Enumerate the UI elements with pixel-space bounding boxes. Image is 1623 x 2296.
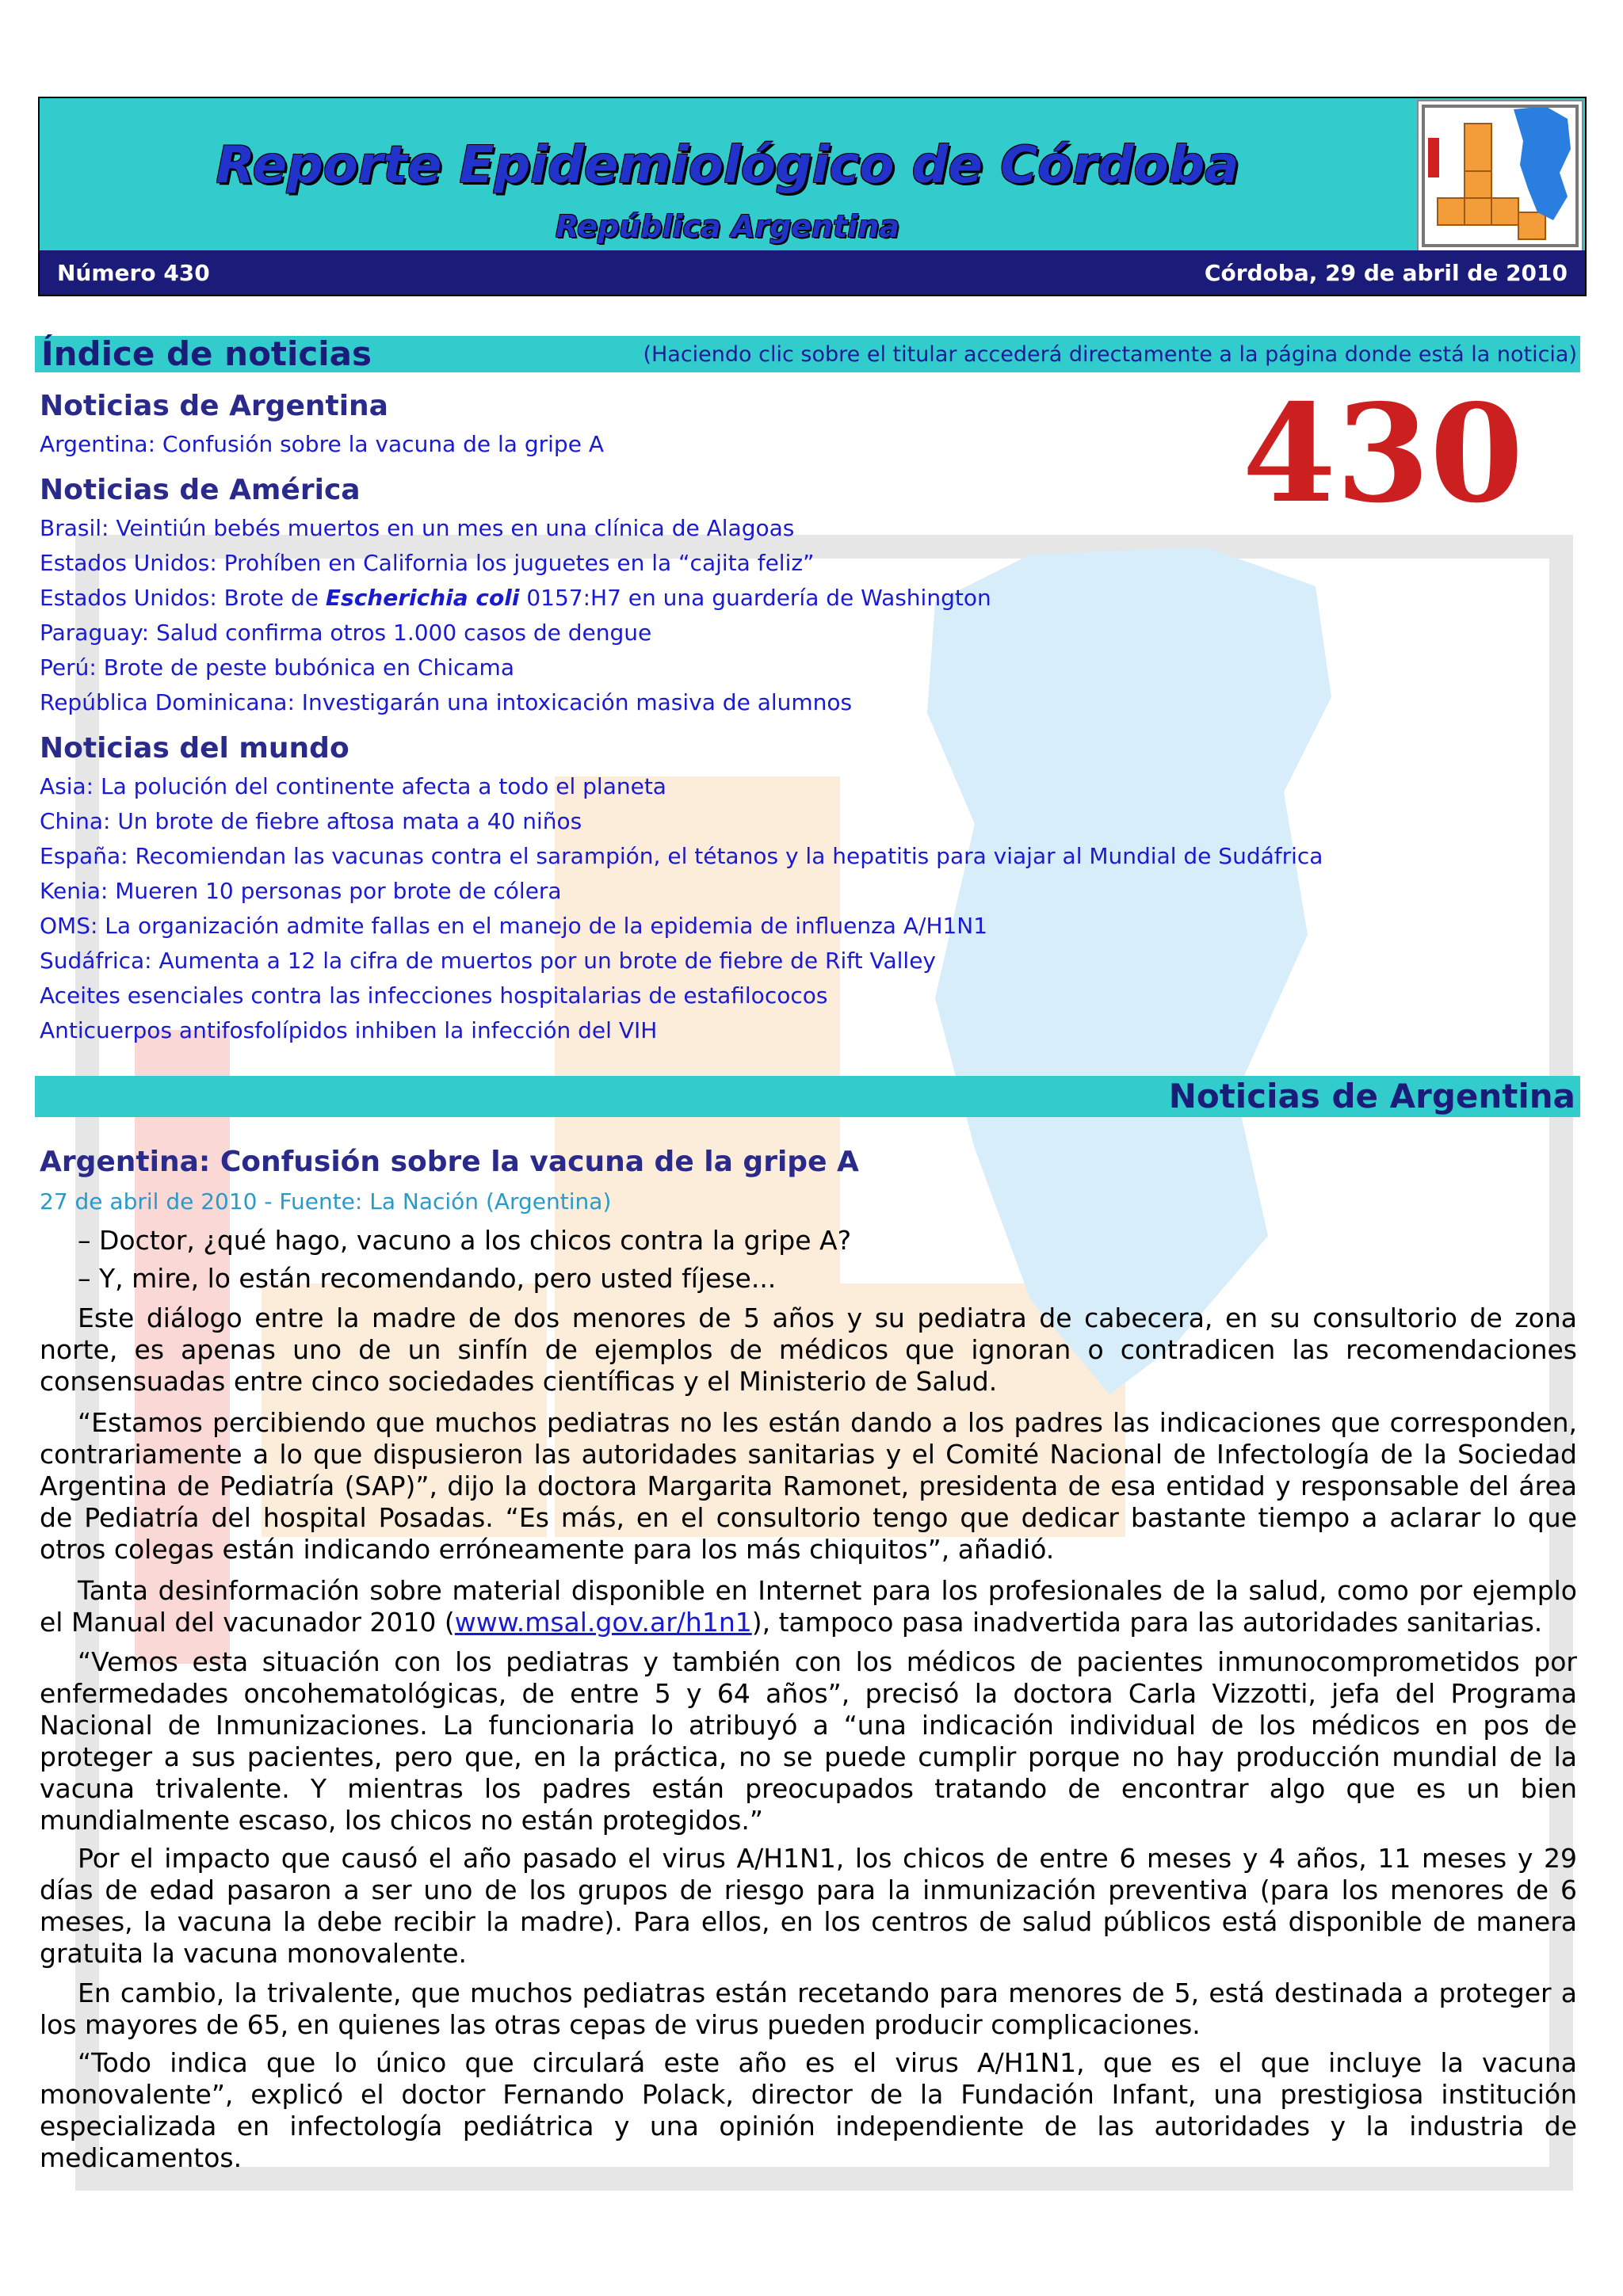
- index-heading-mundo: Noticias del mundo: [40, 732, 349, 765]
- masthead: [38, 97, 1587, 296]
- issue-date: Córdoba, 29 de abril de 2010: [1204, 260, 1568, 286]
- report-subtitle: República Argentina: [555, 209, 900, 244]
- report-title: Reporte Epidemiológico de Córdoba: [216, 136, 1239, 195]
- index-note: (Haciendo clic sobre el titular accederá directamente a la página donde está la noticia): [643, 342, 1577, 367]
- index-link[interactable]: Perú: Brote de peste bubónica en Chicama: [40, 654, 514, 681]
- article-paragraph: Este diálogo entre la madre de dos menores de 5 años y su pediatra de cabecera, en su consultorio de zona norte, es apenas uno de un sinfín de ejemplos de médicos que ignoran o contradicen las recomendaciones consensuadas entre cinco sociedades científicas y el Ministerio de Salud.: [40, 1302, 1577, 1397]
- index-link[interactable]: Estados Unidos: Prohíben en California los juguetes en la “cajita feliz”: [40, 550, 815, 576]
- msal-link[interactable]: www.msal.gov.ar/h1n1: [454, 1607, 752, 1638]
- index-header: [35, 336, 1580, 372]
- dialog-line: – Y, mire, lo están recomendando, pero usted fíjese...: [78, 1263, 777, 1294]
- index-link-ecoli[interactable]: [40, 585, 991, 611]
- link-paragraph-before: Tanta desinformación sobre material disponible en Internet para los profesionales de la salud, como por ejemplo el Manual del vacunador 2010 (: [40, 1575, 1577, 1638]
- index-heading-america: Noticias de América: [40, 474, 361, 506]
- report-logo: [1417, 100, 1583, 252]
- index-link[interactable]: Kenia: Mueren 10 personas por brote de cólera: [40, 878, 562, 904]
- article-title: Argentina: Confusión sobre la vacuna de la gripe A: [40, 1146, 859, 1178]
- issue-bar: [40, 250, 1585, 295]
- index-link-italic: Escherichia coli: [325, 585, 520, 611]
- index-link[interactable]: Sudáfrica: Aumenta a 12 la cifra de muertos por un brote de fiebre de Rift Valley: [40, 948, 937, 974]
- article-paragraph: Por el impacto que causó el año pasado el virus A/H1N1, los chicos de entre 6 meses y 4 años, 11 meses y 29 días de edad pasaron a ser uno de los grupos de riesgo para la inmunización preventiva (para los menores de 6 meses, la vacuna la debe recibir la madre). Para ellos, en los centros de salud públicos está disponible de manera gratuita la vacuna monovalente.: [40, 1843, 1577, 1969]
- index-link[interactable]: Brasil: Veintiún bebés muertos en un mes en una clínica de Alagoas: [40, 515, 795, 541]
- issue-badge: [1189, 390, 1577, 517]
- article-meta: 27 de abril de 2010 - Fuente: La Nación (Argentina): [40, 1188, 612, 1215]
- index-link[interactable]: Argentina: Confusión sobre la vacuna de la gripe A: [40, 431, 604, 457]
- index-title: Índice de noticias: [41, 334, 372, 373]
- dialog-line: – Doctor, ¿qué hago, vacuno a los chicos contra la gripe A?: [78, 1225, 852, 1256]
- link-paragraph-after: ), tampoco pasa inadvertida para las autoridades sanitarias.: [751, 1607, 1543, 1638]
- index-link[interactable]: Paraguay: Salud confirma otros 1.000 casos de dengue: [40, 620, 652, 646]
- article-paragraph: “Vemos esta situación con los pediatras y también con los médicos de pacientes inmunocomprometidos por enfermedades oncohematológicas, de entre 5 y 64 años”, precisó la doctora Carla Vizzotti, jefa del Programa Nacional de Inmunizaciones. La funcionaria lo atribuyó a “una indicación individual de los médicos en pos de proteger a sus pacientes, pero que, en la práctica, no se puede cumplir porque no hay producción mundial de la vacuna trivalente. Y mientras los padres están preocupados tratando de encontrar algo que es un bien mundialmente escaso, los chicos no están protegidos.”: [40, 1646, 1577, 1836]
- index-link[interactable]: República Dominicana: Investigarán una intoxicación masiva de alumnos: [40, 689, 853, 715]
- index-link[interactable]: Aceites esenciales contra las infecciones hospitalarias de estafilococos: [40, 982, 828, 1009]
- article-paragraph-link: [40, 1575, 1577, 1638]
- index-link-prefix: Estados Unidos: Brote de: [40, 585, 326, 611]
- index-link[interactable]: China: Un brote de fiebre aftosa mata a 40 niños: [40, 808, 582, 834]
- index-link[interactable]: OMS: La organización admite fallas en el manejo de la epidemia de influenza A/H1N1: [40, 913, 988, 939]
- section-bar: [35, 1076, 1580, 1117]
- article-paragraph: “Estamos percibiendo que muchos pediatras no les están dando a los padres las indicaciones que corresponden, contrariamente a lo que dispusieron las autoridades sanitarias y el Comité Nacional de Infectología de la Sociedad Argentina de Pediatría (SAP)”, dijo la doctora Margarita Ramonet, presidenta de esa entidad y responsable del área de Pediatría del hospital Posadas. “Es más, en el consultorio tengo que dedicar bastante tiempo a aclarar lo que otros colegas están indicando erróneamente para los más chiquitos”, añadió.: [40, 1407, 1577, 1565]
- article-paragraph: “Todo indica que lo único que circulará este año es el virus A/H1N1, que es el que incluye la vacuna monovalente”, explicó el doctor Fernando Polack, director de la Fundación Infant, una prestigiosa institución especializada en infectología pediátrica y una opinión independiente de las autoridades y la industria de medicamentos.: [40, 2047, 1577, 2173]
- index-link[interactable]: España: Recomiendan las vacunas contra el sarampión, el tétanos y la hepatitis para viajar al Mundial de Sudáfrica: [40, 843, 1323, 869]
- index-link[interactable]: Anticuerpos antifosfolípidos inhiben la infección del VIH: [40, 1017, 658, 1043]
- issue-badge-text: 430: [1242, 390, 1524, 517]
- article-paragraph: En cambio, la trivalente, que muchos pediatras están recetando para menores de 5, está destinada a proteger a los mayores de 65, en quienes las otras cepas de virus pueden producir complicaciones.: [40, 1978, 1577, 2040]
- index-link-suffix: 0157:H7 en una guardería de Washington: [519, 585, 991, 611]
- index-link[interactable]: Asia: La polución del continente afecta a todo el planeta: [40, 773, 666, 799]
- section-title: Noticias de Argentina: [1168, 1077, 1575, 1116]
- issue-number: Número 430: [57, 260, 210, 286]
- index-heading-argentina: Noticias de Argentina: [40, 390, 388, 422]
